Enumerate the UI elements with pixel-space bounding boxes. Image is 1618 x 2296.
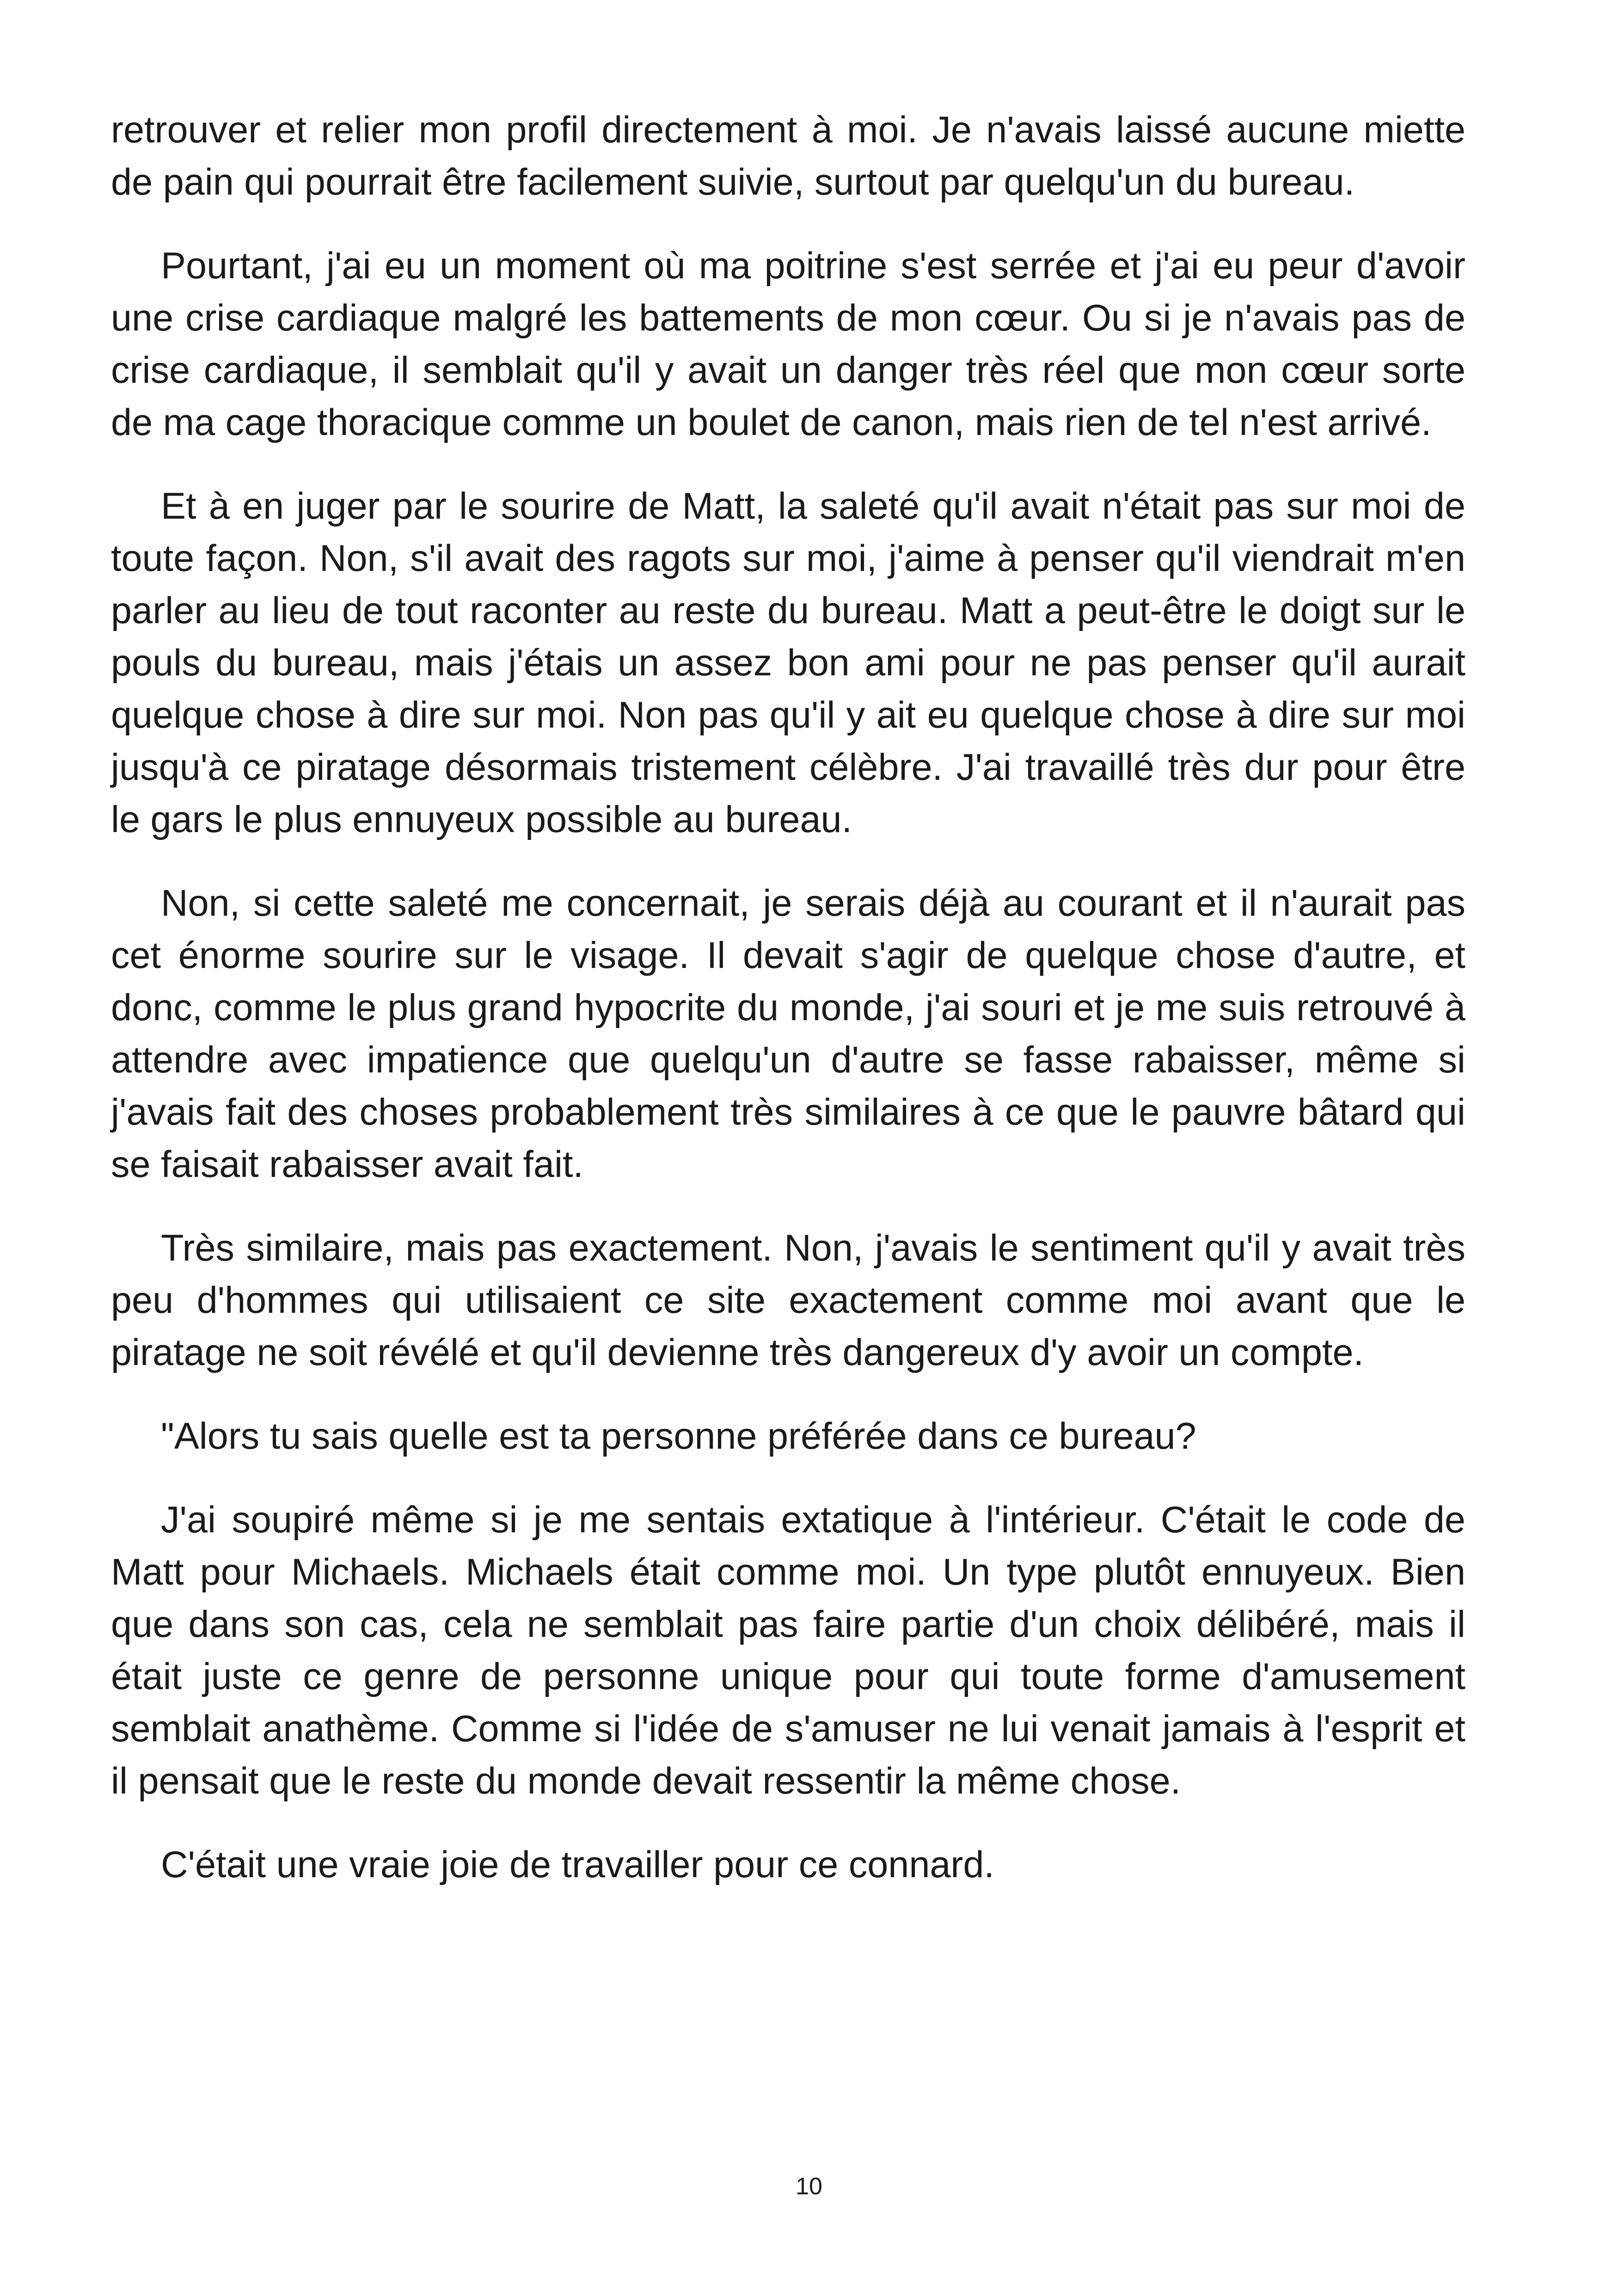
paragraph-6: "Alors tu sais quelle est ta personne préférée dans ce bureau? xyxy=(161,1415,1196,1457)
paragraph-5: Très similaire, mais pas exactement. Non, j'avais le sentiment qu'il y avait très peu d'hommes qui utilisaient ce site exactement comme moi avant que le piratage ne soit révélé et qu'il devienne très dangereux d'y avoir un compte. xyxy=(111,1227,1465,1373)
paragraph-1: retrouver et relier mon profil directement à moi. Je n'avais laissé aucune miette de pain qui pourrait être facilement suivie, surtout par quelqu'un du bureau. xyxy=(111,109,1465,203)
paragraph-8: C'était une vraie joie de travailler pour ce connard. xyxy=(161,1844,994,1886)
page-number: 10 xyxy=(796,2173,822,2200)
paragraph-2: Pourtant, j'ai eu un moment où ma poitrine s'est serrée et j'ai eu peur d'avoir une crise cardiaque malgré les battements de mon cœur. Ou si je n'avais pas de crise cardiaque, il semblait qu'il y avait un danger très réel que mon cœur sorte de ma cage thoracique comme un boulet de canon, mais rien de tel n'est arrivé. xyxy=(111,245,1465,443)
paragraph-7: J'ai soupiré même si je me sentais extatique à l'intérieur. C'était le code de Matt pour Michaels. Michaels était comme moi. Un type plutôt ennuyeux. Bien que dans son cas, cela ne semblait pas faire partie d'un choix délibéré, mais il était juste ce genre de personne unique pour qui toute forme d'amusement semblait anathème. Comme si l'idée de s'amuser ne lui venait jamais à l'esprit et il pensait que le reste du monde devait ressentir la même chose. xyxy=(111,1499,1465,1802)
page-body xyxy=(111,104,1465,1923)
paragraph-4: Non, si cette saleté me concernait, je serais déjà au courant et il n'aurait pas cet énorme sourire sur le visage. Il devait s'agir de quelque chose d'autre, et donc, comme le plus grand hypocrite du monde, j'ai souri et je me suis retrouvé à attendre avec impatience que quelqu'un d'autre se fasse rabaisser, même si j'avais fait des choses probablement très similaires à ce que le pauvre bâtard qui se faisait rabaisser avait fait. xyxy=(111,882,1465,1185)
paragraph-3: Et à en juger par le sourire de Matt, la saleté qu'il avait n'était pas sur moi de toute façon. Non, s'il avait des ragots sur moi, j'aime à penser qu'il viendrait m'en parler au lieu de tout raconter au reste du bureau. Matt a peut-être le doigt sur le pouls du bureau, mais j'étais un assez bon ami pour ne pas penser qu'il aurait quelque chose à dire sur moi. Non pas qu'il y ait eu quelque chose à dire sur moi jusqu'à ce piratage désormais tristement célèbre. J'ai travaillé très dur pour être le gars le plus ennuyeux possible au bureau. xyxy=(111,485,1465,840)
